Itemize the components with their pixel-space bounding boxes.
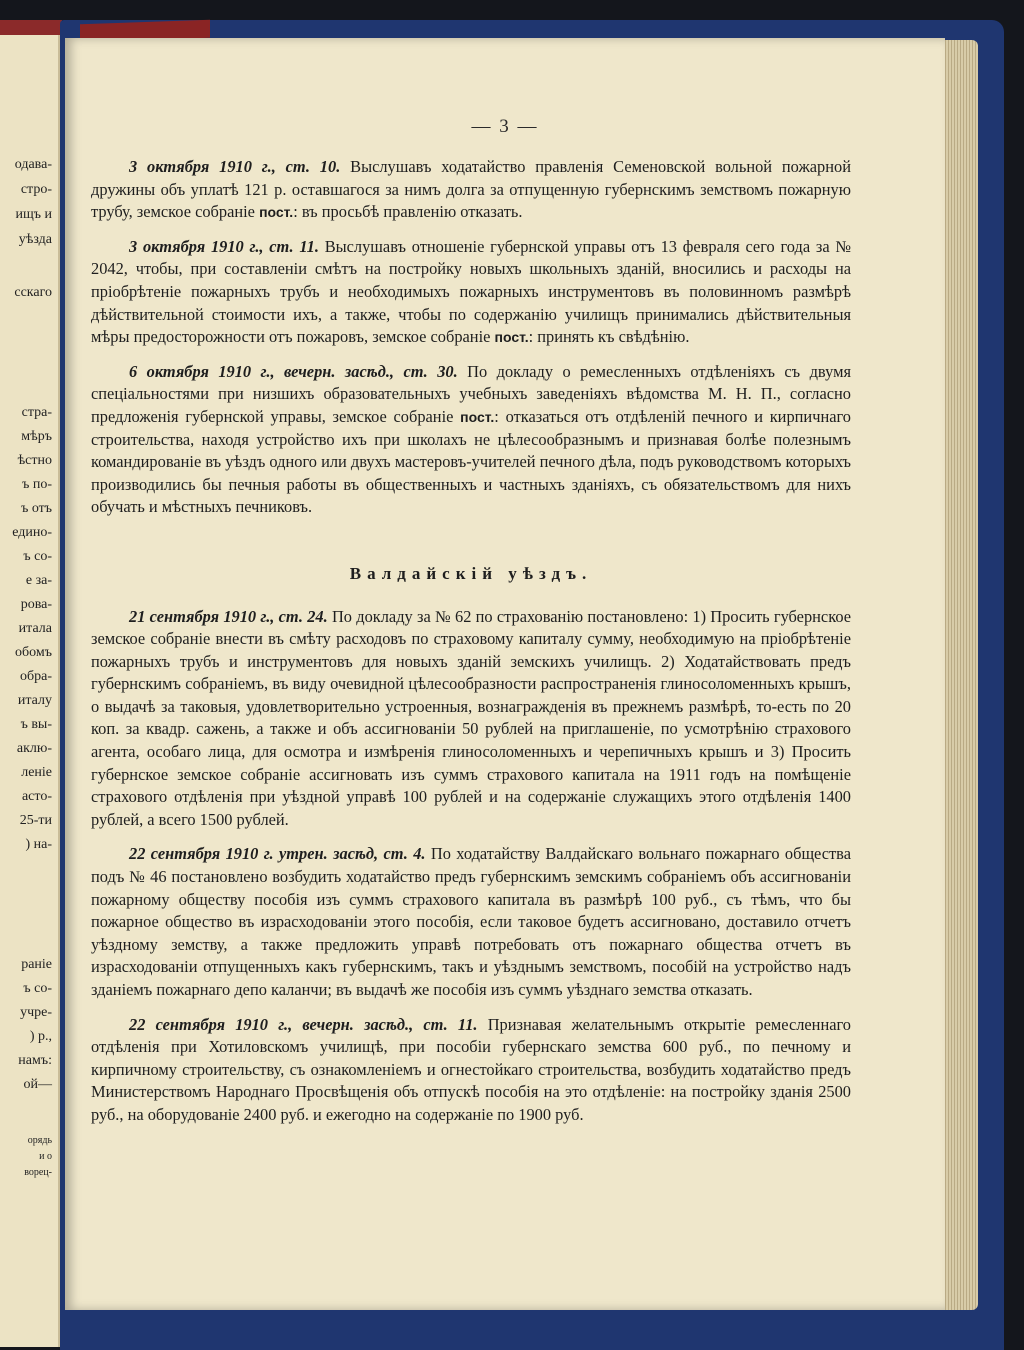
resolution-date: 21 сентября 1910 г., ст. 24. <box>129 606 328 626</box>
resolution-post-label: пост. <box>259 204 294 221</box>
left-page-line: итала <box>18 621 52 636</box>
left-page-line: ъ по- <box>22 477 52 492</box>
left-page-line: стро- <box>20 182 52 197</box>
left-page-line: обомъ <box>15 645 52 660</box>
left-page-line: сскаго <box>14 285 52 300</box>
resolution-date: 22 сентября 1910 г., вечерн. засѣд., ст. 11. <box>129 1014 478 1034</box>
resolution-text: По докладу о ремесленныхъ отдѣленіяхъ съ двумя спеціальностями при низшихъ образовательныхъ учебныхъ заведеніяхъ вѣдомства М. Н. П., согласно предложенія губернской управы, земское собраніе <box>91 361 851 426</box>
left-page-line: ъ отъ <box>21 501 52 516</box>
left-page-line: орядь <box>27 1135 52 1146</box>
left-page-line: аклю- <box>16 741 52 756</box>
resolution-text: Признавая желательнымъ открытіе ремесленнаго отдѣленія при Хотиловскомъ училищѣ, при пособіи губернскаго земства 600 руб., по печному и кирпичному строительству, съ ознакомленіемъ и огнестойкаго строительства, возбудить ходатайство предъ Министерствомъ Народнаго Просвѣщенія объ отпускѣ пособія на это отдѣленіе: на постройку зданія 2500 руб., на оборудованіе 2400 руб. и ежегодно на содержаніе по 1900 руб. <box>91 1014 852 1124</box>
resolution-text: Выслушавъ отношеніе губернской управы отъ 13 февраля сего года за № 2042, чтобы, при составленіи смѣтъ на постройку новыхъ школьныхъ зданій, вносились и расходы на пріобрѣтеніе пожарныхъ трубъ и необходимыхъ пожарныхъ инструментовъ въ половинномъ размѣрѣ дѣйствительной стоимости ихъ, а также, чтобы по содержанію училищъ принимались дѣйствительныя мѣры предосторожности отъ пожаровъ, земское собраніе <box>91 236 851 347</box>
resolution-paragraph <box>91 236 851 349</box>
resolution-text: По ходатайству Валдайскаго вольнаго пожарнаго общества подъ № 46 постановлено возбудить ходатайство предъ губернскимъ земскимъ собраніемъ объ ассигнованіи пожарному обществу пособія изъ суммъ страхового капитала въ размѣрѣ 100 руб., съ тѣмъ, что бы пожарное общество въ израсходованіи этого пособія, если таковое будетъ ассигновано, доставило отчетъ уѣздному земству, а также предложить управѣ потребовать отъ пожарнаго общества отчетъ въ израсходованіи отпущенныхъ какъ губернскимъ, такъ и уѣзднымъ земствомъ, пособій на устройство надъ зданіемъ пожарнаго депо каланчи; въ выдачѣ же пособія изъ суммъ уѣзднаго земства отказать. <box>91 844 851 999</box>
left-page-line: раніе <box>21 957 52 972</box>
left-page-line: намъ: <box>18 1053 52 1068</box>
resolution-tail: : въ просьбѣ правленію отказать. <box>293 202 523 222</box>
left-page-fragment <box>0 35 60 1347</box>
resolution-date: 3 октября 1910 г., ст. 10. <box>129 157 341 176</box>
left-page-line: обра- <box>20 669 52 684</box>
left-page-line: мѣръ <box>21 429 52 444</box>
resolution-post-label: пост. <box>460 408 495 425</box>
left-page-line: уѣзда <box>18 232 52 247</box>
left-page-line: рова- <box>20 597 52 612</box>
left-page-line: ) р., <box>29 1029 52 1044</box>
resolution-paragraph <box>91 1014 851 1127</box>
section-heading: Валдайскій уѣздъ. <box>349 563 593 583</box>
document-page <box>65 38 945 1310</box>
left-page-line: ) на- <box>25 837 52 852</box>
left-page-line: стра- <box>21 405 52 420</box>
left-page-line: ищъ и <box>15 207 52 222</box>
left-page-line: ѣстно <box>17 453 52 468</box>
left-page-line: и о <box>39 1151 52 1162</box>
resolution-paragraph <box>91 843 851 1001</box>
resolution-text: По докладу за № 62 по страхованію постановлено: 1) Просить губернское земское собраніе внести въ смѣту расходовъ по страховому капиталу сумму, необходимую на пріобрѣтеніе пожарныхъ трубъ и инструментовъ для новыхъ зданій земскихъ училищъ. 2) Ходатайствовать предъ губернскимъ собраніемъ, въ виду очевидной цѣлесообразности распространенія глиносоломенныхъ крышъ, о выдачѣ за таковыя, удовлетворительно устроенныя, вознагражденія въ прежнемъ размѣрѣ, то-есть по 20 коп. за квадр. сажень, а также и объ ассигнованіи 50 рублей на приглашеніе, по усмотрѣнію страхового агента, особаго лица, для осмотра и измѣренія глиносоломенныхъ и черепичныхъ крышъ и 3) Просить губернское земское собраніе ассигновать изъ суммъ страхового капитала на 1911 годъ на помѣщеніе страхового отдѣленія при уѣздной управѣ 100 рублей и на содержаніе служащихъ этого отдѣленія 1400 рублей, а всего 1500 рублей. <box>91 606 851 829</box>
resolution-date: 6 октября 1910 г., вечерн. засѣд., ст. 30. <box>129 361 458 381</box>
resolution-post-label: пост. <box>494 329 529 346</box>
resolution-paragraph <box>91 156 851 224</box>
resolution-date: 22 сентября 1910 г. утрен. засѣд, ст. 4. <box>129 844 426 864</box>
left-page-line: леніе <box>21 765 52 780</box>
left-page-line: ой— <box>23 1077 52 1092</box>
left-page-line: ъ со- <box>23 981 52 996</box>
resolution-text: Выслушавъ ходатайство правленія Семеновской вольной пожарной дружины объ уплатѣ 121 р. оставшагося за нимъ долга за отпущенную губернскимъ земствомъ пожарную трубу, земское собраніе <box>91 157 851 222</box>
left-page-line: едино- <box>12 525 52 540</box>
resolution-tail: : принять къ свѣдѣнію. <box>528 327 690 347</box>
page-edges <box>940 40 978 1310</box>
resolution-tail: : отказаться отъ отдѣленій печного и кирпичнаго строительства, находя устройство ихъ при школахъ не цѣлесообразнымъ и признавая болѣе полезнымъ командированіе въ уѣздъ одного или двухъ мастеровъ-учителей печного дѣла, подъ руководствомъ которыхъ производились бы печныя работы въ общественныхъ и частныхъ зданіяхъ, съ обязательствомъ для нихъ обучать и мѣстныхъ печниковъ. <box>91 406 851 517</box>
page-number: — 3 — <box>471 116 539 137</box>
left-page-line: е за- <box>25 573 52 588</box>
left-page-line: ъ со- <box>23 549 52 564</box>
left-page-line: ъ вы- <box>20 717 52 732</box>
left-page-line: учре- <box>20 1005 52 1020</box>
left-page-line: ворец- <box>24 1167 52 1178</box>
resolution-date: 3 октября 1910 г., ст. 11. <box>129 236 319 256</box>
page-body <box>91 156 851 1139</box>
resolution-paragraph <box>91 606 851 832</box>
left-page-line: 25-ти <box>19 813 52 828</box>
left-page-line: италу <box>17 693 52 708</box>
resolution-paragraph <box>91 361 851 519</box>
left-page-line: асто- <box>21 789 52 804</box>
left-page-line: одава- <box>14 157 52 172</box>
